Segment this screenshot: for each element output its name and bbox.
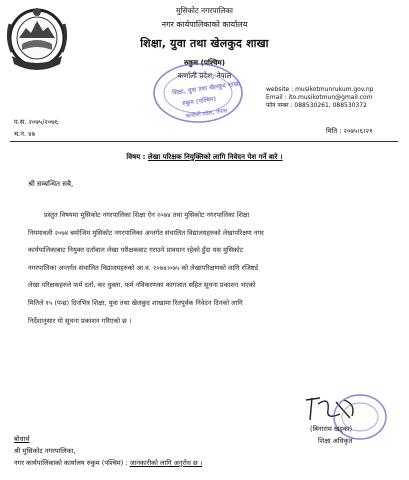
district-name: रुकुम (पश्चिम)	[183, 58, 226, 67]
office-name: नगर कार्यपालिकाको कार्यालय	[161, 20, 248, 29]
letter-body	[28, 207, 400, 330]
phone-text: फोन नम्बर : 088530261, 088530372	[266, 102, 367, 110]
body-line: कार्यपालिकाबाट नियुक्त दर्ताबाल लेखा परीक्षकबाट गराउने प्रावधान रहेको हुँदा यस मुसिकोट	[28, 246, 244, 255]
salutation: श्री सम्बन्धित सबै,	[28, 180, 74, 188]
email-text: Email : ito.musikotmun@gmail.com	[266, 94, 373, 102]
fiscal-year-ref: प.स. २०७५/२०७६	[14, 118, 59, 126]
subject-text: लेखा परिक्षक नियुक्तिको लागि निवेदन पेश गर्ने बारे ।	[147, 153, 283, 161]
subject-prefix: विषय :	[126, 153, 148, 161]
dispatch-number: च.न. ४७	[14, 130, 35, 138]
website-text: website : musikotmunrukum.gov.np	[266, 86, 374, 93]
contact-block	[266, 86, 373, 111]
cc-recipient: नगर कार्यपालिकाको कार्यालय रुकुम (पश्चिम) :	[14, 459, 130, 467]
body-line: निर्देशानुसार यो सूचना प्रकाशन गरिएको छ ।	[28, 316, 132, 325]
subject-line	[0, 153, 409, 162]
office-stamp-signature	[332, 392, 388, 442]
stamp-text-mid: रुकुम (पश्चिम)	[181, 95, 217, 108]
cc-line-2	[14, 459, 202, 468]
section-name: शिक्षा, युवा तथा खेलकुद शाखा	[140, 37, 269, 50]
cc-heading: बोधार्थ	[14, 435, 30, 443]
signatory-title: शिक्षा अधिकृत	[318, 437, 353, 445]
body-line: लेखा परिक्षकहरुले फर्म दर्ता, कर चुक्ता, फर्म नविकरणका कागजात सहित सूचना प्रकाशन भएको	[28, 281, 256, 290]
cc-action: जानकारीको लागि अनुरोध छ ।	[129, 459, 203, 467]
stamp-text-bottom: कर्णाली प्रदेश, नेपाल	[185, 108, 228, 120]
header-divider	[10, 141, 398, 142]
province-name: कर्णाली प्रदेश, नेपाल	[177, 71, 232, 80]
municipality-name: मुसिकोट नगरपालिका	[176, 6, 233, 15]
body-line: नियमावली २०७४ बमोजिम मुसिकोट नगरपालिका अन्तर्गत संचालित विद्यालयहरुको लेखापरिक्षण नगर	[28, 228, 264, 237]
body-line: नगरपालिका अन्तर्गत संचालित विद्यालयहरुको आ.व. २०७४।०७५ को लेखापरिक्षणको लागि रजिष्टर्ड	[28, 263, 259, 272]
signatory-name: (बिनाराम खड्का)	[310, 425, 353, 433]
cc-line-1: श्री मुसिकोट नगरपालिका,	[14, 447, 76, 455]
body-line: मितिले १५ (पन्ध्र) दिनभित्र शिक्षा, युवा तथा खेलकुद शाखामा रितपूर्वक निवेदन दिनको लागि	[28, 298, 243, 307]
body-line: प्रस्तुत विषयमा मुसिकोट नगरपालिका शिक्षा ऐन २०७४ तथा मुसिकोट नगरपालिका शिक्षा	[44, 211, 250, 219]
letter-date: मिति : २०७५।६।२१	[326, 127, 373, 135]
stamp-text-top: शिक्षा, युवा तथा खेलकुद शाखा	[171, 80, 241, 97]
